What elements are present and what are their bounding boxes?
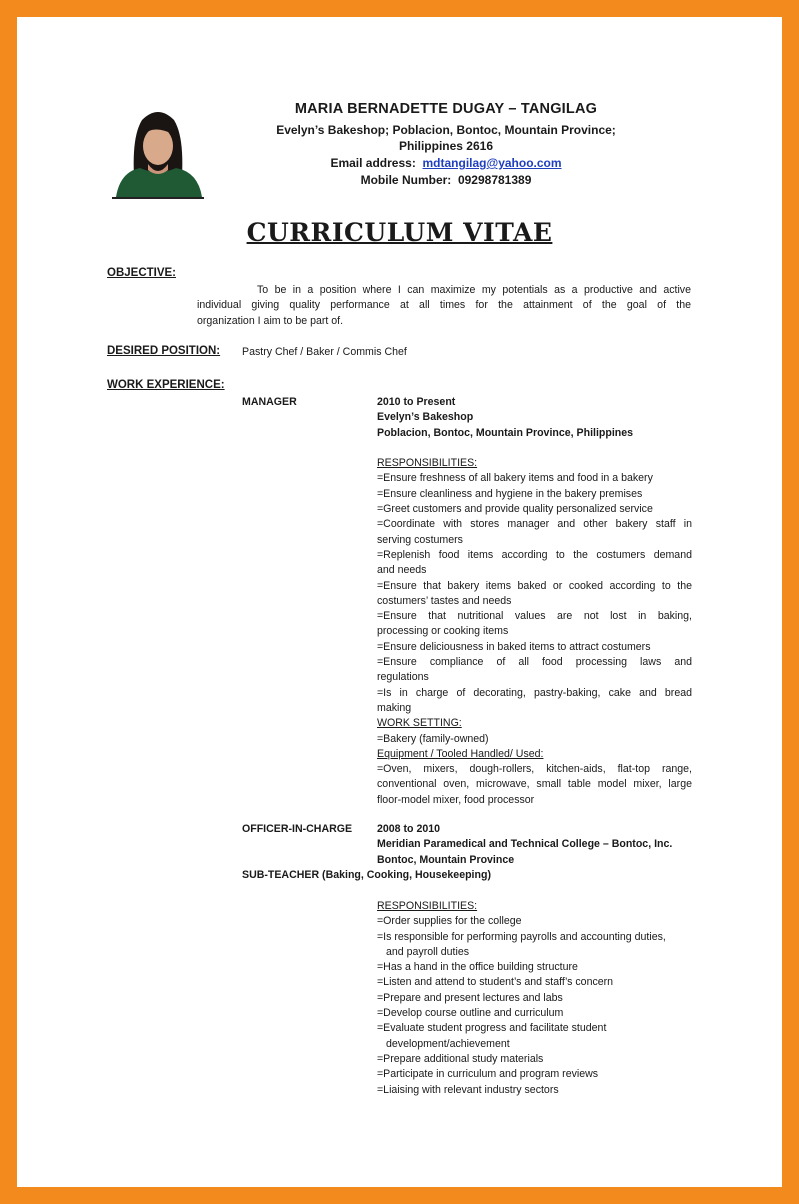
objective-line: To be in a position where I can maximize my potentials as a productive and active — [257, 284, 691, 296]
mobile-row — [190, 173, 702, 187]
responsibility-line: =Replenish food items according to the costumers demand — [377, 548, 692, 561]
work-experience-label: WORK EXPERIENCE: — [107, 379, 225, 391]
job-location: Bontoc, Mountain Province — [377, 853, 515, 866]
responsibility-line: =Evaluate student progress and facilitate student — [377, 1022, 607, 1035]
desired-position-value: Pastry Chef / Baker / Commis Chef — [242, 346, 407, 358]
candidate-name: MARIA BERNADETTE DUGAY – TANGILAG — [294, 101, 598, 117]
work-setting-label: WORK SETTING: — [377, 717, 462, 730]
equipment-line: floor-model mixer, food processor — [377, 793, 535, 806]
email-label: Email address: — [330, 156, 416, 170]
mobile-label: Mobile Number: — [360, 173, 452, 187]
responsibility-line: serving costumers — [377, 533, 463, 546]
responsibility-line: =Ensure deliciousness in baked items to attract costumers — [377, 640, 651, 653]
job-role: OFFICER-IN-CHARGE — [242, 823, 353, 835]
job-location: Poblacion, Bontoc, Mountain Province, Philippines — [377, 426, 634, 439]
responsibility-line: =Ensure that bakery items baked or cooked according to the — [377, 579, 692, 592]
responsibility-line: =Ensure freshness of all bakery items and food in a bakery — [377, 472, 653, 485]
responsibility-line: =Ensure that nutritional values are not lost in baking, — [377, 610, 692, 623]
desired-position-label: DESIRED POSITION: — [107, 345, 221, 357]
responsibility-line: =Order supplies for the college — [377, 915, 522, 928]
email-link[interactable]: mdtangilag@yahoo.com — [422, 156, 562, 170]
responsibility-line: making — [377, 701, 412, 714]
responsibility-line: =Prepare additional study materials — [377, 1052, 544, 1065]
responsibility-line: =Ensure cleanliness and hygiene in the bakery premises — [377, 487, 643, 500]
responsibility-line: =Is responsible for performing payrolls and accounting duties, — [377, 930, 666, 943]
job-oic-responsibilities — [377, 899, 717, 1098]
responsibility-line: development/achievement — [386, 1037, 510, 1050]
job-manager-details — [377, 395, 692, 808]
responsibility-line: and payroll duties — [386, 945, 470, 958]
address-line-2: Philippines 2616 — [398, 139, 494, 153]
work-setting-value: =Bakery (family-owned) — [377, 732, 489, 745]
job-employer: Evelyn’s Bakeshop — [377, 411, 474, 424]
responsibility-line: =Participate in curriculum and program reviews — [377, 1068, 599, 1081]
responsibilities-list — [377, 471, 692, 716]
equipment-line: conventional oven, microwave, small table model mixer, large — [377, 778, 692, 791]
job-role: MANAGER — [242, 396, 297, 408]
job-second-role: SUB-TEACHER (Baking, Cooking, Housekeeping) — [242, 869, 491, 881]
equipment-line: =Oven, mixers, dough-rollers, kitchen-aids, flat-top range, — [377, 763, 692, 776]
responsibility-line: regulations — [377, 671, 429, 684]
responsibility-line: and needs — [377, 564, 427, 577]
responsibility-line: =Prepare and present lectures and labs — [377, 991, 563, 1004]
objective-line: organization I aim to be part of. — [197, 314, 344, 327]
responsibility-line: =Listen and attend to student’s and staff’s concern — [377, 976, 614, 989]
job-period: 2008 to 2010 — [377, 823, 441, 835]
email-row — [190, 156, 702, 170]
equipment-label: Equipment / Tooled Handled/ Used: — [377, 747, 544, 760]
objective-label: OBJECTIVE: — [107, 267, 177, 279]
responsibility-line: =Coordinate with stores manager and other bakery staff in — [377, 518, 692, 531]
responsibility-line: =Has a hand in the office building structure — [377, 961, 578, 974]
address-line-1: Evelyn’s Bakeshop; Poblacion, Bontoc, Mountain Province; — [276, 123, 616, 137]
responsibilities-label: RESPONSIBILITIES: — [377, 900, 478, 912]
responsibilities-label: RESPONSIBILITIES: — [377, 457, 478, 470]
responsibility-line: costumers’ tastes and needs — [377, 594, 512, 607]
job-employer: Meridian Paramedical and Technical College – Bontoc, Inc. — [377, 838, 673, 851]
responsibility-line: processing or cooking items — [377, 625, 509, 638]
responsibility-line: =Develop course outline and curriculum — [377, 1007, 564, 1020]
job-period: 2010 to Present — [377, 396, 456, 408]
responsibility-line: =Ensure compliance of all food processing laws and — [377, 656, 692, 669]
objective-text — [197, 283, 691, 329]
responsibility-line: =Is in charge of decorating, pastry-baking, cake and bread — [377, 686, 692, 699]
objective-line: individual giving quality performance at all times for the attainment of the goal of the — [197, 299, 691, 312]
responsibilities-list — [377, 914, 717, 1098]
responsibility-line: =Liaising with relevant industry sectors — [377, 1083, 559, 1096]
job-oic-details — [377, 822, 717, 868]
mobile-number: 09298781389 — [457, 173, 532, 187]
document-title: CURRICULUM VITAE — [246, 218, 553, 247]
responsibility-line: =Greet customers and provide quality personalized service — [377, 503, 653, 516]
